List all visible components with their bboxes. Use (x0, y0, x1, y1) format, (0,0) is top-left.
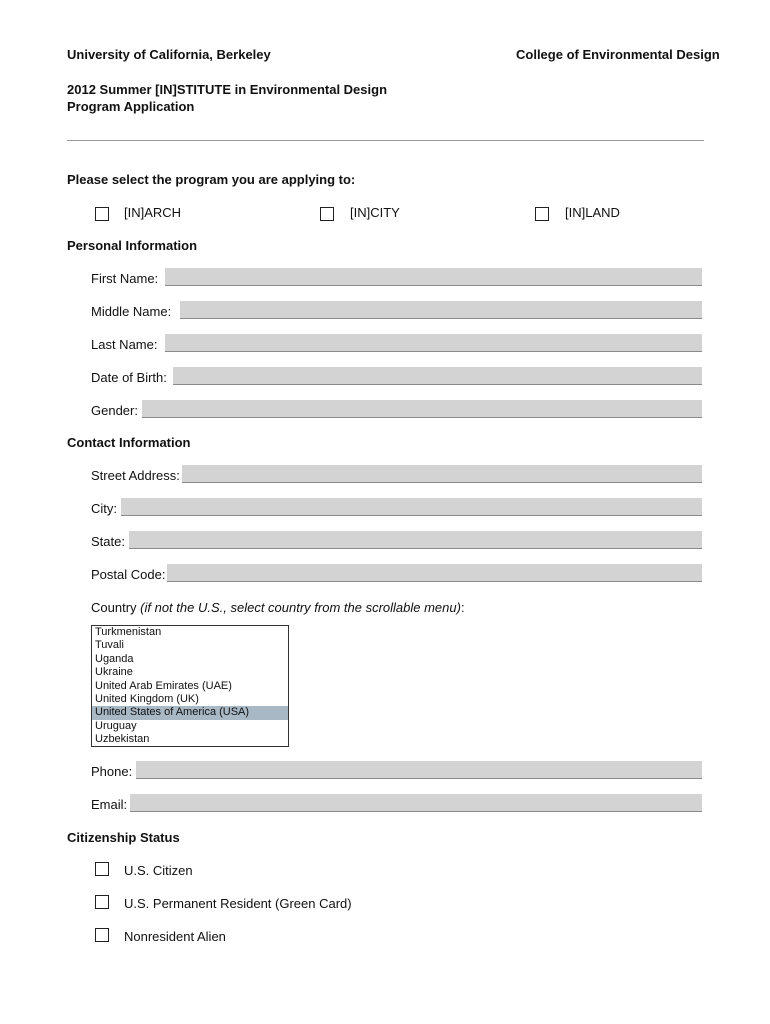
street-address-field[interactable] (182, 465, 702, 483)
country-option[interactable]: United Kingdom (UK) (95, 693, 199, 706)
country-option[interactable]: Uzbekistan (95, 733, 150, 746)
personal-info-heading: Personal Information (67, 238, 198, 253)
dob-field[interactable] (173, 367, 702, 385)
last-name-field[interactable] (165, 334, 702, 352)
permanent-resident-label: U.S. Permanent Resident (Green Card) (124, 896, 352, 911)
city-field[interactable] (121, 498, 702, 516)
country-colon: : (460, 600, 465, 615)
first-name-label: First Name: (91, 271, 159, 286)
country-note: (if not the U.S., select country from the scrollable menu) (140, 600, 461, 615)
postal-code-label: Postal Code: (91, 567, 166, 582)
university-name: University of California, Berkeley (67, 47, 271, 62)
middle-name-label: Middle Name: (91, 304, 172, 319)
country-label: Country (91, 600, 137, 615)
citizenship-heading: Citizenship Status (67, 830, 180, 845)
permanent-resident-checkbox[interactable] (95, 895, 109, 909)
country-option-selected[interactable]: United States of America (USA) (92, 706, 288, 719)
us-citizen-label: U.S. Citizen (124, 863, 193, 878)
dob-label: Date of Birth: (91, 370, 167, 385)
country-option[interactable]: Ukraine (95, 666, 133, 679)
inarch-label: [IN]ARCH (124, 205, 182, 220)
street-address-label: Street Address: (91, 468, 180, 483)
country-option[interactable]: Tuvali (95, 639, 124, 652)
nonresident-alien-checkbox[interactable] (95, 928, 109, 942)
country-option[interactable]: United Arab Emirates (UAE) (95, 679, 232, 692)
email-field[interactable] (130, 794, 702, 812)
inland-checkbox[interactable] (535, 207, 549, 221)
phone-field[interactable] (136, 761, 702, 779)
country-listbox[interactable] (91, 625, 289, 747)
incity-checkbox[interactable] (320, 207, 334, 221)
country-option[interactable]: Turkmenistan (95, 626, 162, 638)
postal-code-field[interactable] (167, 564, 702, 582)
nonresident-alien-label: Nonresident Alien (124, 929, 226, 944)
country-option[interactable]: Uganda (95, 652, 134, 665)
incity-label: [IN]CITY (350, 205, 400, 220)
email-label: Email: (91, 797, 128, 812)
country-option[interactable]: Uruguay (95, 719, 137, 732)
gender-field[interactable] (142, 400, 702, 418)
inland-label: [IN]LAND (565, 205, 620, 220)
first-name-field[interactable] (165, 268, 702, 286)
inarch-checkbox[interactable] (95, 207, 109, 221)
middle-name-field[interactable] (180, 301, 702, 319)
state-field[interactable] (129, 531, 702, 549)
gender-label: Gender: (91, 403, 138, 418)
country-label-line (91, 600, 465, 615)
city-label: City: (91, 501, 117, 516)
form-title: 2012 Summer [IN]STITUTE in Environmental Design (67, 82, 388, 97)
college-name: College of Environmental Design (516, 47, 720, 62)
last-name-label: Last Name: (91, 337, 158, 352)
state-label: State: (91, 534, 125, 549)
program-prompt: Please select the program you are applying to: (67, 172, 356, 187)
contact-info-heading: Contact Information (67, 435, 191, 450)
us-citizen-checkbox[interactable] (95, 862, 109, 876)
header-divider (67, 140, 704, 141)
phone-label: Phone: (91, 764, 133, 779)
form-subtitle: Program Application (67, 99, 195, 114)
